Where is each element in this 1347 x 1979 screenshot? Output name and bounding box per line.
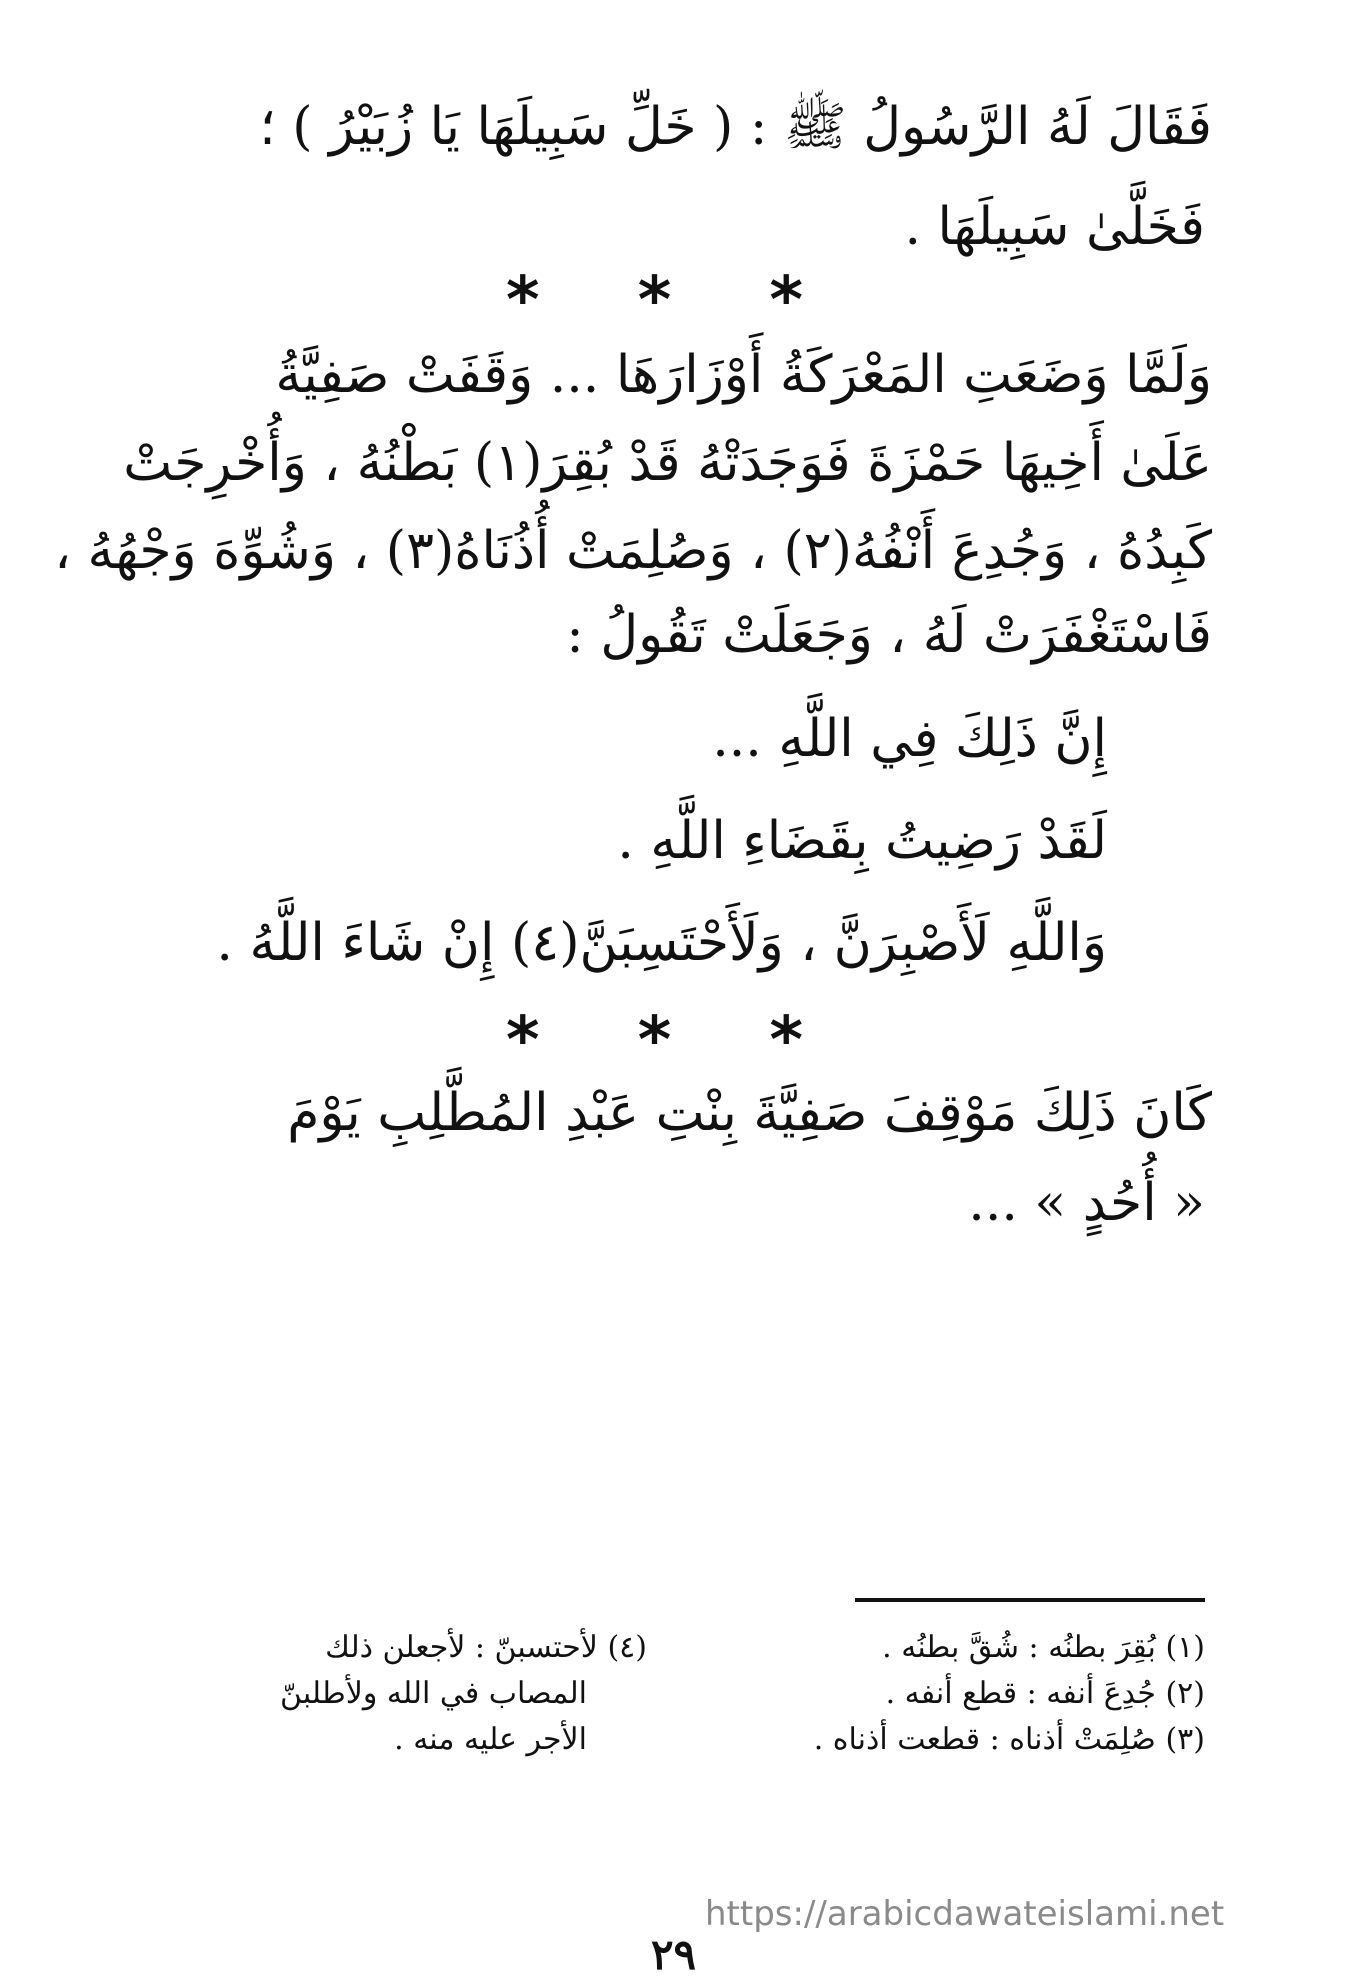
footnote-1: (١) بُقِرَ بطنُه : شُقَّ بطنُه . xyxy=(882,1630,1205,1665)
section-separator-1: * * * xyxy=(506,264,841,338)
footnote-3: (٣) صُلِمَتْ أذناه : قطعت أذناه . xyxy=(813,1722,1205,1757)
footnote-4-line-2: المصاب في الله ولأطلبنّ xyxy=(280,1676,587,1711)
text-line-10: كَانَ ذَلِكَ مَوْقِفَ صَفِيَّةَ بِنْتِ عَبْدِ المُطَّلِبِ يَوْمَ xyxy=(287,1083,1212,1143)
footnote-2: (٢) جُدِعَ أنفه : قطع أنفه . xyxy=(885,1676,1205,1711)
text-line-7: إِنَّ ذَلِكَ فِي اللَّهِ ... xyxy=(712,709,1107,769)
text-line-9: وَاللَّهِ لَأَصْبِرَنَّ ، وَلَأَحْتَسِبَنَّ(٤) إِنْ شَاءَ اللَّهُ . xyxy=(216,913,1107,973)
watermark-url: https://arabicdawateislami.net xyxy=(705,1894,1225,1934)
text-line-11: « أُحُدٍ » ... xyxy=(968,1173,1205,1233)
text-line-8: لَقَدْ رَضِيتُ بِقَضَاءِ اللَّهِ . xyxy=(617,811,1107,871)
footnote-4-line-3: الأجر عليه منه . xyxy=(394,1722,587,1757)
text-line-1: فَقَالَ لَهُ الرَّسُولُ ﷺ : ( خَلِّ سَبِيلَهَا يَا زُبَيْرُ ) ؛ xyxy=(259,97,1212,157)
footnote-rule xyxy=(855,1598,1205,1602)
text-line-3: وَلَمَّا وَضَعَتِ المَعْرَكَةُ أَوْزَارَهَا ... وَقَفَتْ صَفِيَّةُ xyxy=(275,345,1212,405)
text-line-4: عَلَىٰ أَخِيهَا حَمْزَةَ فَوَجَدَتْهُ قَدْ بُقِرَ(١) بَطْنُهُ ، وَأُخْرِجَتْ xyxy=(123,433,1212,493)
text-line-5: كَبِدُهُ ، وَجُدِعَ أَنْفُهُ(٢) ، وَصُلِمَتْ أُذُنَاهُ(٣) ، وَشُوِّهَ وَجْهُهُ ، xyxy=(54,521,1212,581)
text-line-2: فَخَلَّىٰ سَبِيلَهَا . xyxy=(904,197,1205,257)
section-separator-2: * * * xyxy=(506,1004,841,1078)
text-line-6: فَاسْتَغْفَرَتْ لَهُ ، وَجَعَلَتْ تَقُولُ : xyxy=(566,605,1212,665)
page-number: ٢٩ xyxy=(650,1930,697,1979)
footnote-4-line-1: (٤) لأحتسبنّ : لأجعلن ذلك xyxy=(325,1630,647,1665)
